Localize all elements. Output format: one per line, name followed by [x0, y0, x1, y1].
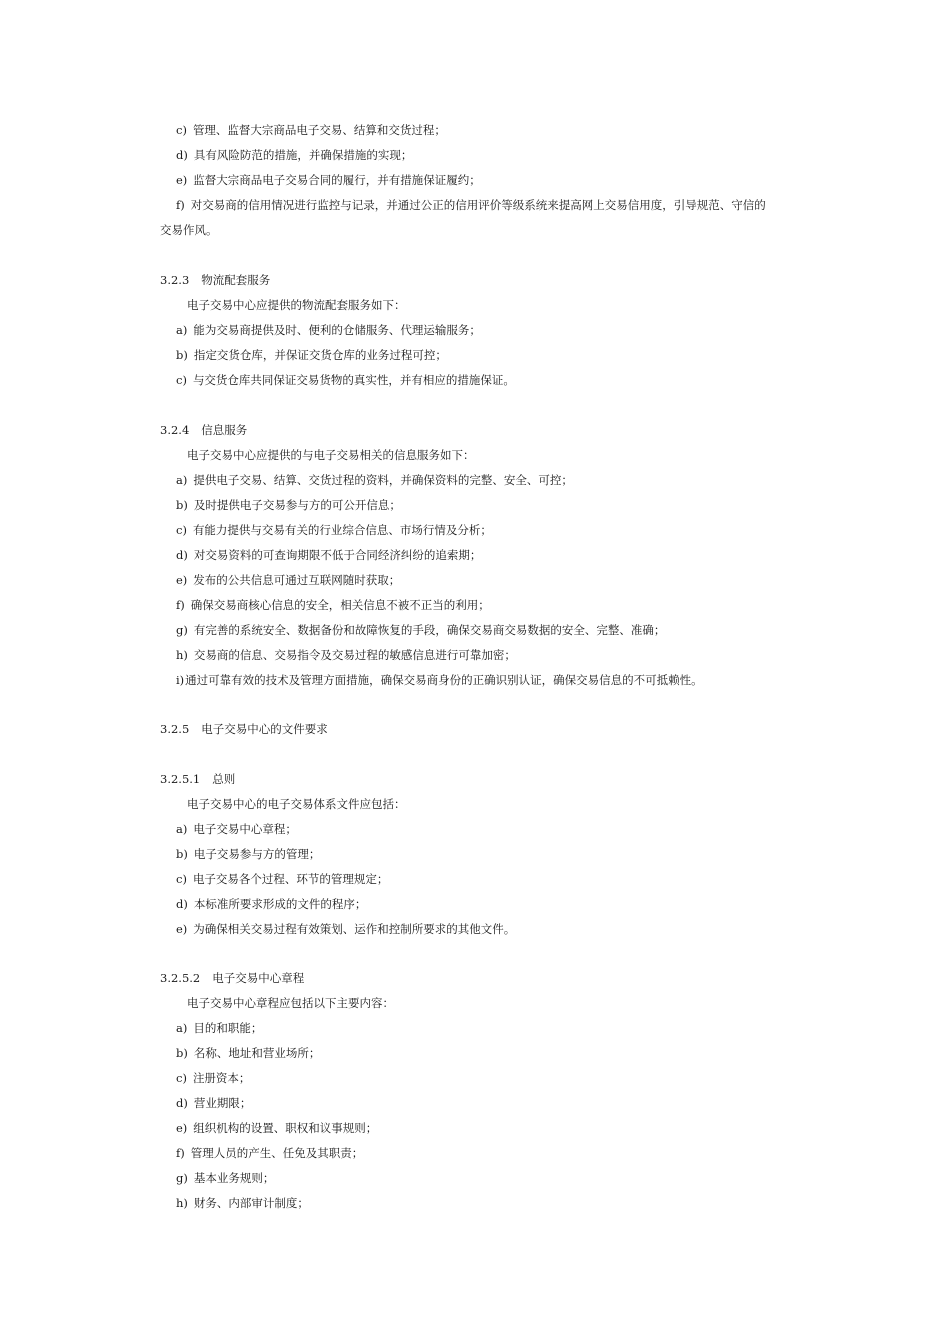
- list-item: b) 名称、地址和营业场所；: [176, 1046, 321, 1060]
- list-item: h) 交易商的信息、交易指令及交易过程的敏感信息进行可靠加密；: [176, 648, 516, 662]
- list-item: b) 及时提供电子交易参与方的可公开信息；: [176, 498, 401, 512]
- list-item: a) 提供电子交易、结算、交货过程的资料，并确保资料的完整、安全、可控；: [176, 473, 573, 487]
- section-heading-3-2-5: 3.2.5 电子交易中心的文件要求: [160, 722, 328, 736]
- section-heading-3-2-3: 3.2.3 物流配套服务: [160, 273, 271, 287]
- list-item: a) 目的和职能；: [176, 1021, 263, 1035]
- list-item: c) 注册资本；: [176, 1071, 251, 1085]
- list-item: c) 电子交易各个过程、环节的管理规定；: [176, 872, 389, 886]
- list-item: d) 营业期限；: [176, 1096, 252, 1110]
- list-item: f) 确保交易商核心信息的安全，相关信息不被不正当的利用；: [176, 598, 490, 612]
- list-item: c) 有能力提供与交易有关的行业综合信息、市场行情及分析；: [176, 523, 492, 537]
- section-intro: 电子交易中心章程应包括以下主要内容：: [187, 996, 394, 1010]
- list-item: e) 组织机构的设置、职权和议事规则；: [176, 1121, 378, 1135]
- list-item: c) 管理、监督大宗商品电子交易、结算和交货过程；: [176, 123, 446, 137]
- list-item: i)通过可靠有效的技术及管理方面措施，确保交易商身份的正确识别认证，确保交易信息的不可抵赖性。: [176, 673, 703, 687]
- list-item: d) 对交易资料的可查询期限不低于合同经济纠纷的追索期；: [176, 548, 482, 562]
- list-item: g) 基本业务规则；: [176, 1171, 275, 1185]
- section-heading-3-2-5-2: 3.2.5.2 电子交易中心章程: [160, 971, 305, 985]
- list-item: h) 财务、内部审计制度；: [176, 1196, 309, 1210]
- list-item: d) 具有风险防范的措施，并确保措施的实现；: [176, 148, 413, 162]
- list-item: c) 与交货仓库共同保证交易货物的真实性，并有相应的措施保证。: [176, 373, 515, 387]
- list-item: a) 电子交易中心章程；: [176, 822, 297, 836]
- section-intro: 电子交易中心的电子交易体系文件应包括：: [187, 797, 406, 811]
- section-intro: 电子交易中心应提供的物流配套服务如下：: [187, 298, 406, 312]
- section-intro: 电子交易中心应提供的与电子交易相关的信息服务如下：: [187, 448, 475, 462]
- list-item: g) 有完善的系统安全、数据备份和故障恢复的手段，确保交易商交易数据的安全、完整、准确；: [176, 623, 666, 637]
- list-item: b) 电子交易参与方的管理；: [176, 847, 321, 861]
- list-item: f) 管理人员的产生、任免及其职责；: [176, 1146, 364, 1160]
- list-item: e) 监督大宗商品电子交易合同的履行，并有措施保证履约；: [176, 173, 481, 187]
- list-item: f) 对交易商的信用情况进行监控与记录，并通过公正的信用评价等级系统来提高网上交易信用度，引导规范、守信的: [176, 198, 766, 212]
- list-item: e) 发布的公共信息可通过互联网随时获取；: [176, 573, 401, 587]
- list-item: d) 本标准所要求形成的文件的程序；: [176, 897, 367, 911]
- section-heading-3-2-5-1: 3.2.5.1 总则: [160, 772, 236, 786]
- list-item: b) 指定交货仓库，并保证交货仓库的业务过程可控；: [176, 348, 447, 362]
- list-item: e) 为确保相关交易过程有效策划、运作和控制所要求的其他文件。: [176, 922, 516, 936]
- list-item: a) 能为交易商提供及时、便利的仓储服务、代理运输服务；: [176, 323, 481, 337]
- section-heading-3-2-4: 3.2.4 信息服务: [160, 423, 248, 437]
- list-item-continuation: 交易作风。: [160, 223, 218, 237]
